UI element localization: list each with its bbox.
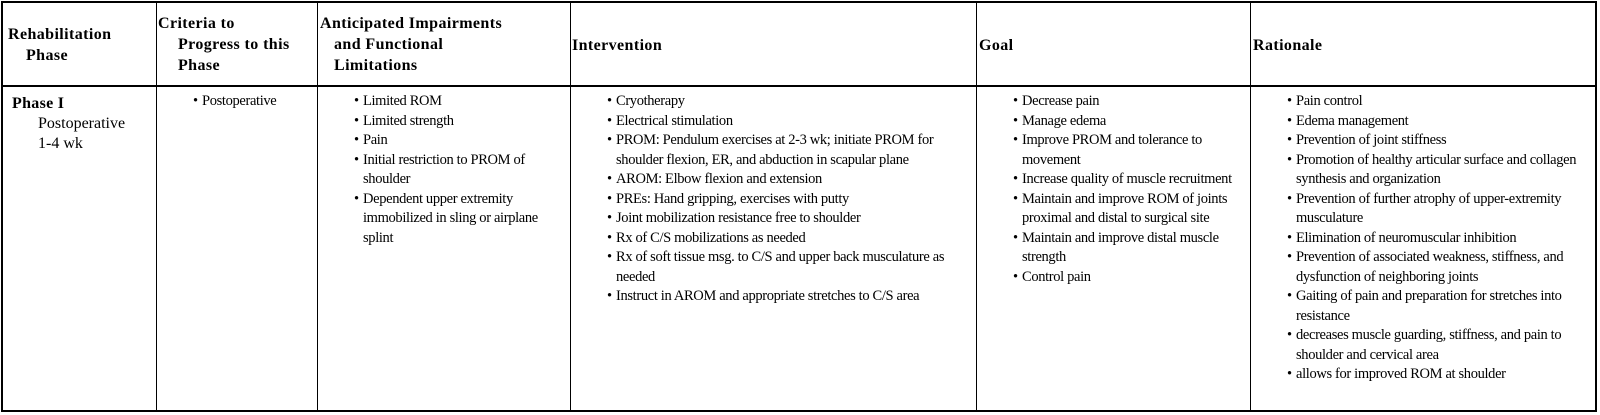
rationale-item: • Elimination of neuromuscular inhibition — [1287, 229, 1595, 249]
rationale-item: • allows for improved ROM at shoulder — [1287, 365, 1595, 385]
intervention-item: • AROM: Elbow flexion and extension — [607, 170, 973, 190]
table-header-row — [3, 3, 1595, 86]
impairments-item: • Dependent upper extremity immobilized in sling or airplane splint — [354, 190, 568, 249]
goal-item: • Manage edema — [1013, 112, 1248, 132]
phase-title: Phase I — [12, 95, 65, 112]
rationale-item: • Gaiting of pain and preparation for stretches into resistance — [1287, 287, 1595, 326]
intervention-item: • Joint mobilization resistance free to shoulder — [607, 209, 973, 229]
goal-cell — [1013, 92, 1248, 410]
rationale-item: • Edema management — [1287, 112, 1595, 132]
phase-sub-line: 1-4 wk — [38, 135, 83, 152]
goal-item: • Decrease pain — [1013, 92, 1248, 112]
header-rationale: Rationale — [1253, 37, 1323, 54]
impairments-list — [354, 92, 568, 248]
table-row — [3, 86, 1595, 410]
intervention-item: • Rx of soft tissue msg. to C/S and upper back musculature as needed — [607, 248, 973, 287]
header-impairments-line: Limitations — [334, 57, 418, 74]
rationale-list — [1287, 92, 1595, 385]
criteria-item: • Postoperative — [193, 92, 315, 112]
header-impairments-line: Anticipated Impairments — [320, 15, 503, 32]
phase-cell — [12, 94, 154, 410]
rationale-item: • Promotion of healthy articular surface and collagen synthesis and organization — [1287, 151, 1595, 190]
goal-item: • Control pain — [1013, 268, 1248, 288]
rationale-item: • Pain control — [1287, 92, 1595, 112]
intervention-item: • PREs: Hand gripping, exercises with putty — [607, 190, 973, 210]
header-impairments-line: and Functional — [334, 36, 444, 53]
intervention-item: • Instruct in AROM and appropriate stretches to C/S area — [607, 287, 973, 307]
goal-item: • Improve PROM and tolerance to movement — [1013, 131, 1248, 170]
header-criteria-line: Phase — [178, 57, 220, 74]
rationale-item: • Prevention of joint stiffness — [1287, 131, 1595, 151]
header-criteria-line: Criteria to — [158, 15, 235, 32]
header-impairments — [320, 13, 502, 76]
impairments-item: • Limited strength — [354, 112, 568, 132]
intervention-list — [607, 92, 973, 307]
intervention-item: • Cryotherapy — [607, 92, 973, 112]
rationale-item: • decreases muscle guarding, stiffness, and pain to shoulder and cervical area — [1287, 326, 1595, 365]
header-phase-line: Phase — [26, 47, 68, 64]
impairments-item: • Pain — [354, 131, 568, 151]
intervention-cell — [607, 92, 973, 410]
header-criteria-line: Progress to this — [178, 36, 290, 53]
rationale-cell — [1287, 92, 1595, 410]
rationale-item: • Prevention of associated weakness, stiffness, and dysfunction of neighboring joints — [1287, 248, 1595, 287]
header-phase — [8, 24, 111, 66]
intervention-item: • Rx of C/S mobilizations as needed — [607, 229, 973, 249]
header-phase-line: Rehabilitation — [8, 26, 112, 43]
rationale-item: • Prevention of further atrophy of upper-extremity musculature — [1287, 190, 1595, 229]
intervention-item: • Electrical stimulation — [607, 112, 973, 132]
goal-item: • Maintain and improve ROM of joints proximal and distal to surgical site — [1013, 190, 1248, 229]
goal-item: • Increase quality of muscle recruitment — [1013, 170, 1248, 190]
intervention-item: • PROM: Pendulum exercises at 2-3 wk; initiate PROM for shoulder flexion, ER, and abduction in scapular plane — [607, 131, 973, 170]
header-goal: Goal — [979, 37, 1014, 54]
criteria-cell — [193, 92, 315, 410]
impairments-item: • Initial restriction to PROM of shoulder — [354, 151, 568, 190]
phase-sub-line: Postoperative — [38, 115, 126, 132]
header-intervention: Intervention — [572, 37, 663, 54]
impairments-cell — [354, 92, 568, 410]
goal-list — [1013, 92, 1248, 287]
impairments-item: • Limited ROM — [354, 92, 568, 112]
header-criteria — [158, 13, 290, 76]
criteria-list — [193, 92, 315, 112]
goal-item: • Maintain and improve distal muscle strength — [1013, 229, 1248, 268]
rehab-table — [1, 1, 1597, 412]
